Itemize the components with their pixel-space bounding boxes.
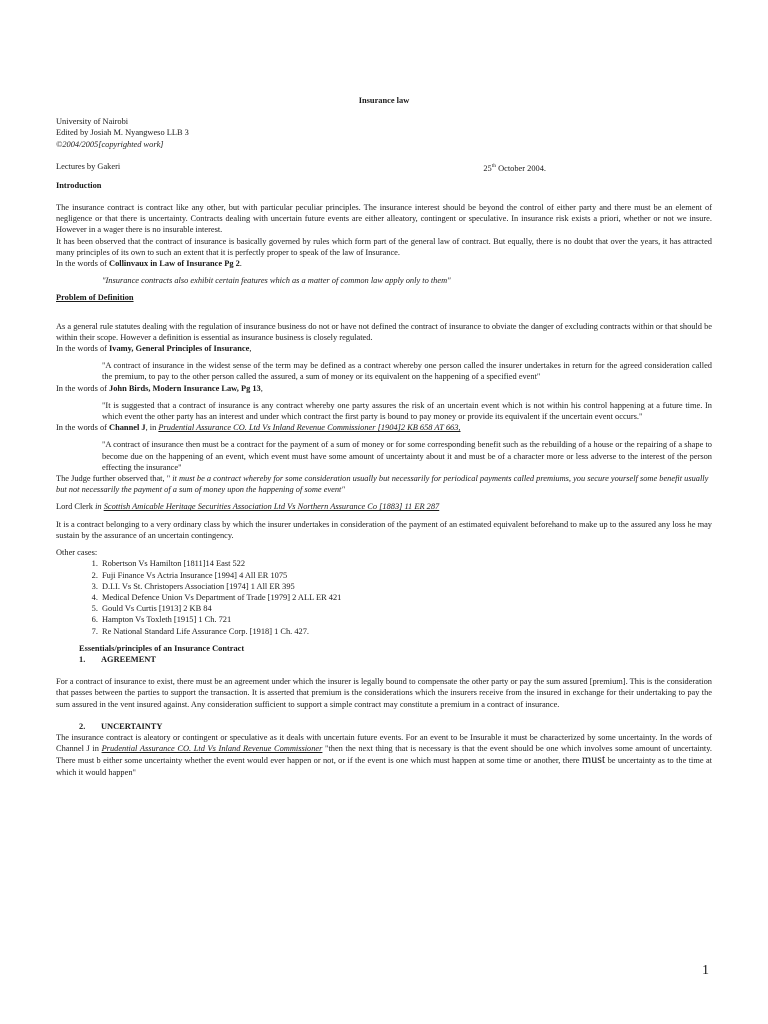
paragraph: As a general rule statutes dealing with the regulation of insurance business do not or have not defined the contract of insurance to obviate the danger of excluding contracts within or that should be within their scope. However a definition is essential as insurance business is closely regulated. (56, 321, 712, 342)
header-line: Edited by Josiah M. Nyangweso LLB 3 (56, 128, 189, 138)
paragraph: In the words of Collinvaux in Law of Insurance Pg 2. (56, 259, 242, 269)
page-title: Insurance law (358, 96, 410, 105)
paragraph: In the words of Ivamy, General Principles of Insurance, (56, 344, 252, 354)
paragraph: For a contract of insurance to exist, there must be an agreement under which the insurer is legally bound to compensate the other party or pay the sum assured [premium]. This is the consideration that passes between the parties to support the transaction. It is asserted that premium is the considerations which the insurers receive from the insured in exchange for their undertaking to pay the sum assured in the vent insured against. Any consideration sufficient to support a simple contract may constitute a premium in a contract of insurance. (56, 677, 712, 709)
paragraph: In the words of Channel J, in Prudential Assurance CO. Ltd Vs Inland Revenue Commissioner [1904]2 KB 658 AT 663, (56, 423, 461, 433)
page-number: 1 (702, 963, 709, 978)
section-heading: Essentials/principles of an Insurance Contract (79, 643, 245, 653)
quote: "It is suggested that a contract of insurance is any contract whereby one party assures the risk of an uncertain event which is not within his control happening at a future time. In which event the other party has an interest and under which contract the first party is bound to pay money or provide its equivalent if the uncertain event occurs." (102, 400, 712, 422)
case-citation: Scottish Amicable Heritage Securities Association Ltd Vs Northern Assurance Co [1883] 11 ER 287 (103, 502, 440, 512)
paragraph: In the words of John Birds, Modern Insurance Law, Pg 13, (56, 383, 263, 393)
case-citation: Prudential Assurance CO. Ltd Vs Inland Revenue Commissioner (101, 744, 323, 754)
list-item: 1. Robertson Vs Hamilton [1811]14 East 522 (100, 558, 712, 569)
lectures-row (56, 161, 546, 174)
list-item: 3. D.I.I. Vs St. Christopers Association [1974] 1 All ER 395 (100, 581, 712, 592)
quote: "A contract of insurance then must be a contract for the payment of a sum of money or for some corresponding benefit such as the rebuilding of a house or the repairing of a shape to become due on the happening of an event, which event must have some amount of uncertainty about it and must be of a character more or less adverse to the interest of the person effecting the insurance" (102, 440, 712, 472)
paragraph: The Judge further observed that, " it must be a contract whereby for some consideration usually but necessarily for periodical payments called premiums, you secure yourself some benefit usually but not necessarily the payment of a sum of money upon the happening of some event" (56, 474, 709, 495)
lecture-date: 25th October 2004. (483, 162, 546, 173)
section-heading: Problem of Definition (56, 293, 134, 303)
paragraph: The insurance contract is contract like any other, but with particular peculiar principles. The insurance interest should be beyond the control of either party and there must be an element of negligence or that there is uncertainty. Contracts dealing with uncertain future events are either alleatory, contingent or speculative. In insurance risk exists a priori, whether or not we insure. However in a wager there is no insurable interest. (56, 203, 712, 235)
header-line: ©2004/2005[copyrighted work] (56, 139, 164, 149)
paragraph: The insurance contract is aleatory or contingent or speculative as it deals with uncertain future events. For an event to be Insurable it must be characterized by some uncertainty. In the words of Channel J in Prudential Assurance CO. Ltd Vs Inland Revenue Commissioner "then the next thing that is necessary is that the event should be one which involves some amount of uncertainty. There must b either some uncertainty whether the event would ever happen or not, or if the event is one which must happen at some time or another, there must be uncertainty as to the time at which it would happen" (56, 732, 712, 777)
quote: "Insurance contracts also exhibit certain features which as a matter of common law apply only to them" (102, 276, 451, 286)
list-item: 2. Fuji Finance Vs Actria Insurance [1994] 4 All ER 1075 (100, 570, 712, 581)
paragraph: It has been observed that the contract of insurance is basically governed by rules which form part of the general law of contract. But equally, there is no doubt that over the years, it has attracted many principles of its own to such an extent that it is perfectly proper to speak of the law of Insurance. (56, 236, 712, 257)
case-citation: Prudential Assurance CO. Ltd Vs Inland Revenue Commissioner [1904]2 KB 658 AT 663, (158, 423, 461, 433)
subsection-heading: 1. AGREEMENT (79, 654, 156, 664)
header-line: University of Nairobi (56, 117, 129, 127)
list-item: 5. Gould Vs Curtis [1913] 2 KB 84 (100, 603, 712, 614)
quote: "A contract of insurance in the widest sense of the term may be defined as a contract whereby one person called the insurer undertakes in return for the agreed consideration called the premium, to pay to the other person called the assured, a sum of money or its equivalent on the happening of a specified event" (102, 361, 712, 382)
other-cases-label: Other cases: (56, 548, 98, 558)
document-page (56, 95, 712, 778)
lecturer: Lectures by Gakeri (56, 161, 121, 171)
section-heading: Introduction (56, 180, 102, 190)
paragraph: Lord Clerk in Scottish Amicable Heritage Securities Association Ltd Vs Northern Assurance Co [1883] 11 ER 287 (56, 502, 440, 512)
list-item: 6. Hampton Vs Toxleth [1915] 1 Ch. 721 (100, 614, 712, 625)
subsection-heading: 2. UNCERTAINTY (79, 721, 163, 731)
paragraph: It is a contract belonging to a very ordinary class by which the insurer undertakes in consideration of the payment of an estimated equivalent beforehand to make up to the assured any loss he may sustain by the assurance of an uncertain contingency. (56, 519, 712, 540)
cases-list (56, 558, 712, 636)
list-item: 4. Medical Defence Union Vs Department of Trade [1979] 2 ALL ER 421 (100, 592, 712, 603)
list-item: 7. Re National Standard Life Assurance Corp. [1918] 1 Ch. 427. (100, 626, 712, 637)
